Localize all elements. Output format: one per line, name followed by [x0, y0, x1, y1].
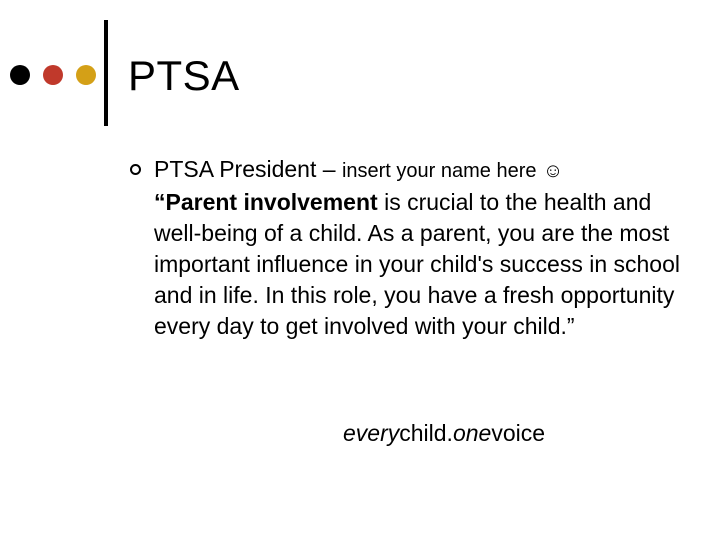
president-label: PTSA President –: [154, 156, 336, 182]
black-dot: [10, 65, 30, 85]
bullet-circle-icon: [130, 164, 141, 175]
name-placeholder: insert your name here: [341, 160, 537, 182]
gold-dot: [76, 65, 96, 85]
tagline-child: child.: [399, 420, 453, 446]
tagline-every: every: [343, 420, 400, 446]
tagline-voice: voice: [491, 420, 546, 446]
tagline: [343, 418, 545, 448]
decorative-dots: [10, 64, 109, 86]
tagline-one: one: [452, 420, 492, 446]
title-divider: [104, 20, 108, 126]
smiley-icon: ☺: [542, 160, 564, 182]
slide-title: PTSA: [128, 52, 240, 99]
quote-bold-lead: “Parent involvement: [154, 189, 378, 215]
bullet-item: [128, 154, 688, 342]
president-line: [154, 154, 684, 187]
quote-text: [154, 187, 684, 342]
quote-body: is crucial to the health and well-being of a child. As a parent, you are the most important influence in your child's success in school and in life. In this role, you have a fresh opportunity every day to get involved with your child.”: [154, 189, 680, 339]
bullet-text: [154, 154, 684, 342]
red-dot: [43, 65, 63, 85]
